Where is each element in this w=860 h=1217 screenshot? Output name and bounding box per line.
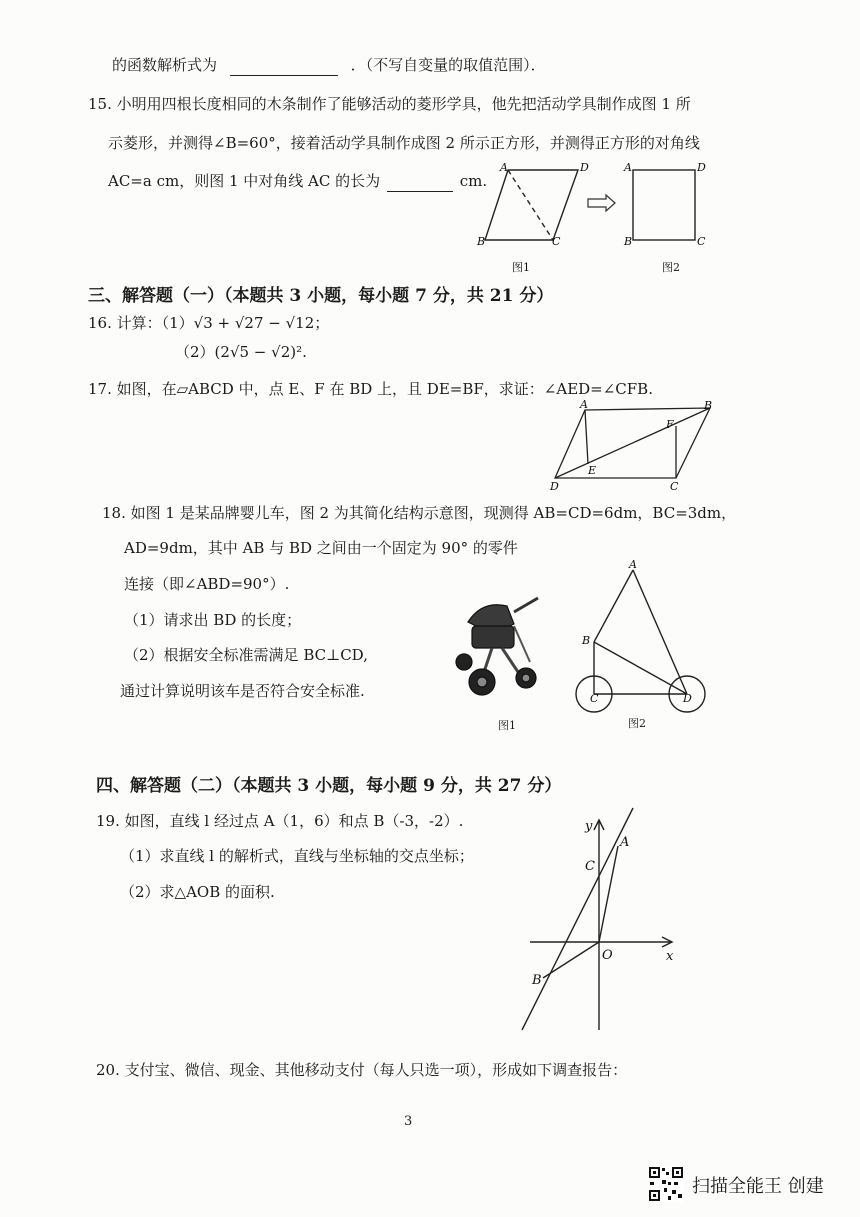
fig2-label-C: C xyxy=(697,235,706,248)
q18-label-A: A xyxy=(629,558,637,571)
fig1-caption: 图1 xyxy=(512,261,530,274)
q18-line1: 18. 如图 1 是某品牌婴儿车，图 2 为其简化结构示意图，现测得 AB=CD=6dm，BC=3dm， xyxy=(102,504,737,522)
q18-sub1: （1）请求出 BD 的长度； xyxy=(124,611,302,629)
q17-label-D: D xyxy=(550,480,559,493)
section-3-title: 三、解答题（一）（本题共 3 小题，每小题 7 分，共 21 分） xyxy=(88,286,554,306)
page-number: 3 xyxy=(404,1114,413,1129)
q18-label-C: C xyxy=(590,692,599,705)
point-B-label: B xyxy=(532,973,542,988)
q19-sub1: （1）求直线 l 的解析式，直线与坐标轴的交点坐标； xyxy=(120,847,474,865)
section-4-title: 四、解答题（二）（本题共 3 小题，每小题 9 分，共 27 分） xyxy=(96,776,562,796)
q17-label-C: C xyxy=(670,480,679,493)
parallelogram-figure xyxy=(540,398,730,496)
q18-sub3: 通过计算说明该车是否符合安全标准. xyxy=(120,682,365,700)
stroller-image xyxy=(452,592,552,702)
q18-label-B: B xyxy=(582,634,591,647)
fig1-label-A: A xyxy=(500,161,508,174)
q17-label-E: E xyxy=(588,464,597,477)
fig2-label-D: D xyxy=(697,161,706,174)
point-C-label: C xyxy=(585,859,595,874)
fig2-label-A: A xyxy=(624,161,632,174)
q18-line3: 连接（即∠ABD=90°）. xyxy=(124,575,290,593)
q15-line3 xyxy=(108,171,487,192)
q16-line1 xyxy=(88,313,329,333)
fig2-caption: 图2 xyxy=(662,261,680,274)
q17-label-F: F xyxy=(666,418,674,431)
q14-tail-pre: 的函数解析式为 xyxy=(112,56,218,74)
q18-fig1-caption: 图1 xyxy=(498,719,516,732)
q19-text: 19. 如图，直线 l 经过点 A（1，6）和点 B（-3，-2）. xyxy=(96,812,464,830)
q18-fig2-caption: 图2 xyxy=(628,717,646,730)
q18-sub2: （2）根据安全标准需满足 BC⊥CD, xyxy=(124,646,368,664)
footer-brand: 扫描全能王 创建 xyxy=(692,1176,824,1197)
stroller-structure-figure xyxy=(570,558,715,718)
q16-line2 xyxy=(175,342,307,362)
q14-tail xyxy=(112,55,546,76)
coordinate-figure xyxy=(510,806,690,1036)
q15-line2: 示菱形，并测得∠B=60°，接着活动学具制作成图 2 所示正方形，并测得正方形的对角线 xyxy=(108,134,700,152)
q17-label-B: B xyxy=(704,399,713,412)
q16-line1-pre: 16. 计算：（1） xyxy=(88,314,194,332)
q17-label-A: A xyxy=(580,398,588,411)
fig1-label-C: C xyxy=(552,235,561,248)
q16-line2-pre: （2） xyxy=(175,343,215,361)
origin-label: O xyxy=(602,948,613,963)
q18-line2: AD=9dm，其中 AB 与 BD 之间由一个固定为 90° 的零件 xyxy=(124,539,518,557)
q20-text: 20. 支付宝、微信、现金、其他移动支付（每人只选一项），形成如下调查报告： xyxy=(96,1061,628,1079)
q16-math-1: √3 + √27 − √12； xyxy=(193,314,330,332)
fig1-label-D: D xyxy=(580,161,589,174)
axis-x-label: x xyxy=(666,949,674,964)
point-A-label: A xyxy=(620,835,630,850)
q14-tail-post: ．（不写自变量的取值范围）． xyxy=(350,56,546,74)
q19-sub2: （2）求△AOB 的面积. xyxy=(120,883,275,901)
q18-label-D: D xyxy=(683,692,692,705)
q17-text: 17. 如图，在▱ABCD 中，点 E、F 在 BD 上，且 DE=BF，求证：∠AED=∠CFB. xyxy=(88,380,653,398)
q15-line3-post: cm. xyxy=(459,172,488,190)
q16-math-2: (2√5 − √2)². xyxy=(214,343,307,361)
rhombus-figure xyxy=(470,155,710,280)
qr-code-icon xyxy=(648,1166,684,1202)
fig1-label-B: B xyxy=(477,235,486,248)
q15-line3-pre: AC=a cm，则图 1 中对角线 AC 的长为 xyxy=(108,172,381,190)
answer-blank xyxy=(230,55,338,76)
q15-line1: 15. 小明用四根长度相同的木条制作了能够活动的菱形学具，他先把活动学具制作成图 1 所 xyxy=(88,95,691,113)
answer-blank xyxy=(387,171,453,192)
fig2-label-B: B xyxy=(624,235,633,248)
axis-y-label: y xyxy=(585,819,593,834)
